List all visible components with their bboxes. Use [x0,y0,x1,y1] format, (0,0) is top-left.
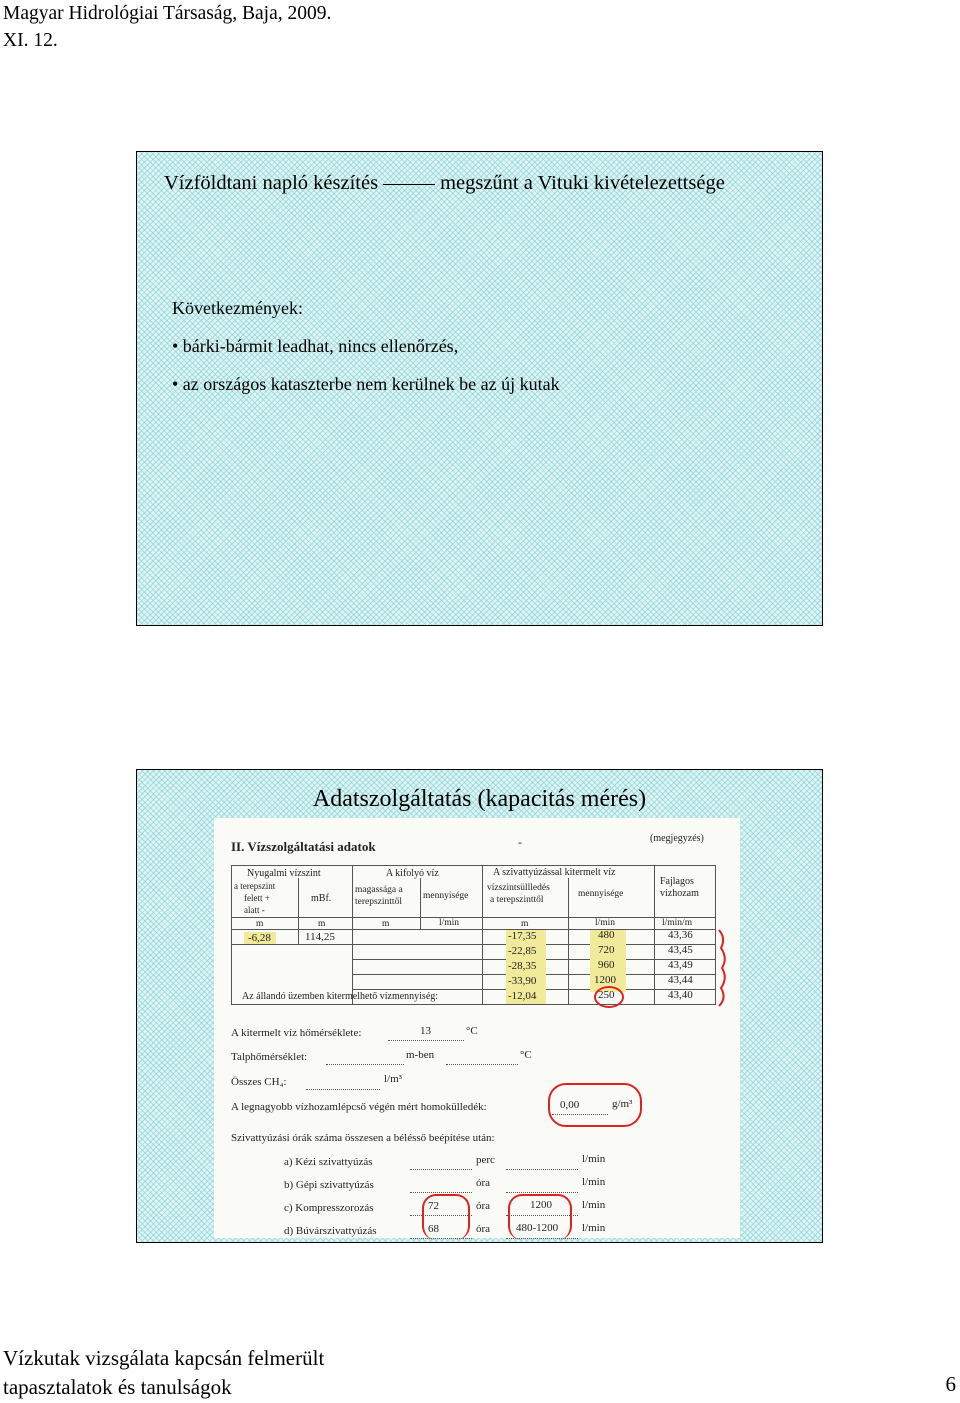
amount-value: 250 [598,989,615,1001]
steady-label: Az állandó üzemben kitermelhető vízmennyiség: [242,991,439,1002]
table-line [654,865,655,1005]
amount-value: 1200 [594,974,616,986]
header-line-2: XI. 12. [3,30,58,51]
pump-row-unit2: l/min [582,1199,606,1211]
scanned-form [214,818,740,1238]
table-line [298,878,299,945]
temp-label: A kitermelt víz hőmérséklete: [231,1027,362,1039]
footer-line-1: Vízkutak vizsgálata kapcsán felmerült [3,1346,325,1370]
specific-value: 43,49 [668,959,693,971]
unit: m [521,919,529,929]
sand-value: 0,00 [560,1099,580,1111]
header [3,0,331,54]
pump-row-value1: 72 [428,1200,439,1212]
pump-row-unit2: l/min [582,1176,606,1188]
bullet-2: • az országos kataszterbe nem kerülnek be az új kutak [172,374,560,394]
unit: l/min [439,918,460,928]
field-line [306,1089,380,1090]
hours-label: Szivattyúzási órák száma összesen a bélésső beépítése után: [231,1132,495,1144]
hdr-pumped: A szivattyúzással kitermelt víz [493,867,616,878]
drawdown-value: -28,35 [508,960,537,972]
pump-row-unit2: l/min [582,1222,606,1234]
unit: l/min/m [662,918,693,928]
form-dash: - [518,835,522,849]
unit: m [256,919,264,929]
amount-value: 720 [598,944,615,956]
sub-terrain-3: alatt - [244,905,265,915]
table-line [231,865,232,1005]
bottom-temp-label: Talphőmérséklet: [231,1051,308,1063]
sub-amount-2: mennyisége [578,889,624,899]
red-circle [548,1083,642,1127]
table-line [231,929,715,930]
ch4-label: Összes CH₄: [231,1076,287,1088]
unit: m [318,919,326,929]
field-line [446,1064,518,1065]
specific-value: 43,36 [668,929,693,941]
sub-height-2: terepszinttől [355,897,402,907]
table-line [420,878,421,930]
table-line [568,878,569,1005]
temp-value: 13 [420,1025,431,1037]
form-note: (megjegyzés) [650,833,704,844]
field-line [410,1192,472,1193]
slide-2-title: Adatszolgáltatás (kapacitás mérés) [312,786,647,812]
footer [3,1344,324,1402]
temp-unit: °C [466,1025,478,1037]
hdr-flow: A kifolyó víz [386,868,439,879]
consequences [172,289,560,403]
drawdown-value: -33,90 [508,975,537,987]
red-circle [508,1194,572,1240]
bottom-temp-mid: m-ben [406,1049,435,1061]
sand-label: A legnagyobb vízhozamlépcső végén mért homokülledék: [231,1101,487,1113]
rest-mbf-value: 114,25 [305,931,335,943]
red-circle [594,986,624,1008]
pump-row-label: a) Kézi szivattyúzás [284,1156,373,1168]
field-line [506,1169,578,1170]
pump-row-value1: 68 [428,1223,439,1235]
amount-value: 960 [598,959,615,971]
form-section-title: II. Vízszolgáltatási adatok [231,839,376,854]
field-line [326,1064,404,1065]
hdr-rest: Nyugalmi vízszint [247,868,321,879]
title-left: Vízföldtani napló készítés [164,172,379,194]
sub-drawdown-2: a terepszinttől [490,895,544,905]
sub-drawdown-1: vízszintsüllledés [487,883,550,893]
table-line [231,944,715,945]
bottom-temp-unit: °C [520,1049,532,1061]
pump-row-unit1: óra [476,1177,491,1189]
drawdown-value: -22,85 [508,945,537,957]
sub-height-1: magassága a [355,885,403,895]
unit: l/min [595,918,616,928]
table-line [231,917,715,918]
pump-row-label: c) Kompresszorozás [284,1202,374,1214]
field-line [506,1192,578,1193]
red-circle [422,1194,470,1240]
amount-value: 480 [598,929,615,941]
red-bracket [716,928,730,1008]
pump-row-label: d) Búvárszivattyúzás [284,1225,377,1237]
pump-row-unit1: óra [476,1200,491,1212]
field-line [410,1169,472,1170]
slide-2 [136,769,823,1243]
unit: m [382,919,390,929]
footer-line-2: tapasztalatok és tanulságok [3,1375,232,1399]
sub-terrain-2: felett + [244,893,270,903]
table-line [231,865,715,866]
pump-row-unit1: perc [476,1154,495,1166]
pump-row-value2: 480-1200 [516,1222,559,1234]
sub-amount-1: mennyisége [423,891,469,901]
field-line [388,1040,464,1041]
table-line [231,1004,715,1005]
pump-row-value2: 1200 [530,1199,552,1211]
ch4-unit: l/m³ [384,1073,402,1085]
table-line [482,865,483,1005]
table-line [352,865,353,1005]
drawdown-value: -17,35 [508,930,537,942]
pump-row-unit2: l/min [582,1153,606,1165]
rest-terrain-value: -6,28 [248,932,271,944]
pump-row-label: b) Gépi szivattyúzás [284,1179,374,1191]
title-dash [383,184,435,185]
pump-row-unit1: óra [476,1223,491,1235]
title-right: megszűnt a Vituki kivételezettsége [440,172,725,194]
sub-mbf: mBf. [311,893,332,904]
slide-1-title [164,172,725,195]
specific-value: 43,45 [668,944,693,956]
bullet-1: • bárki-bármit leadhat, nincs ellenőrzés, [172,336,459,356]
specific-value: 43,44 [668,974,693,986]
hdr-specific: Fajlagos vízhozam [660,876,699,899]
sand-unit: g/m³ [612,1098,633,1110]
slide-1 [136,151,823,626]
header-line-1: Magyar Hidrológiai Társaság, Baja, 2009. [3,3,332,24]
page-number: 6 [945,1372,956,1396]
specific-value: 43,40 [668,989,693,1001]
drawdown-value: -12,04 [508,990,537,1002]
consequences-label: Következmények: [172,298,303,318]
sub-terrain-1: a terepszint [234,881,276,891]
